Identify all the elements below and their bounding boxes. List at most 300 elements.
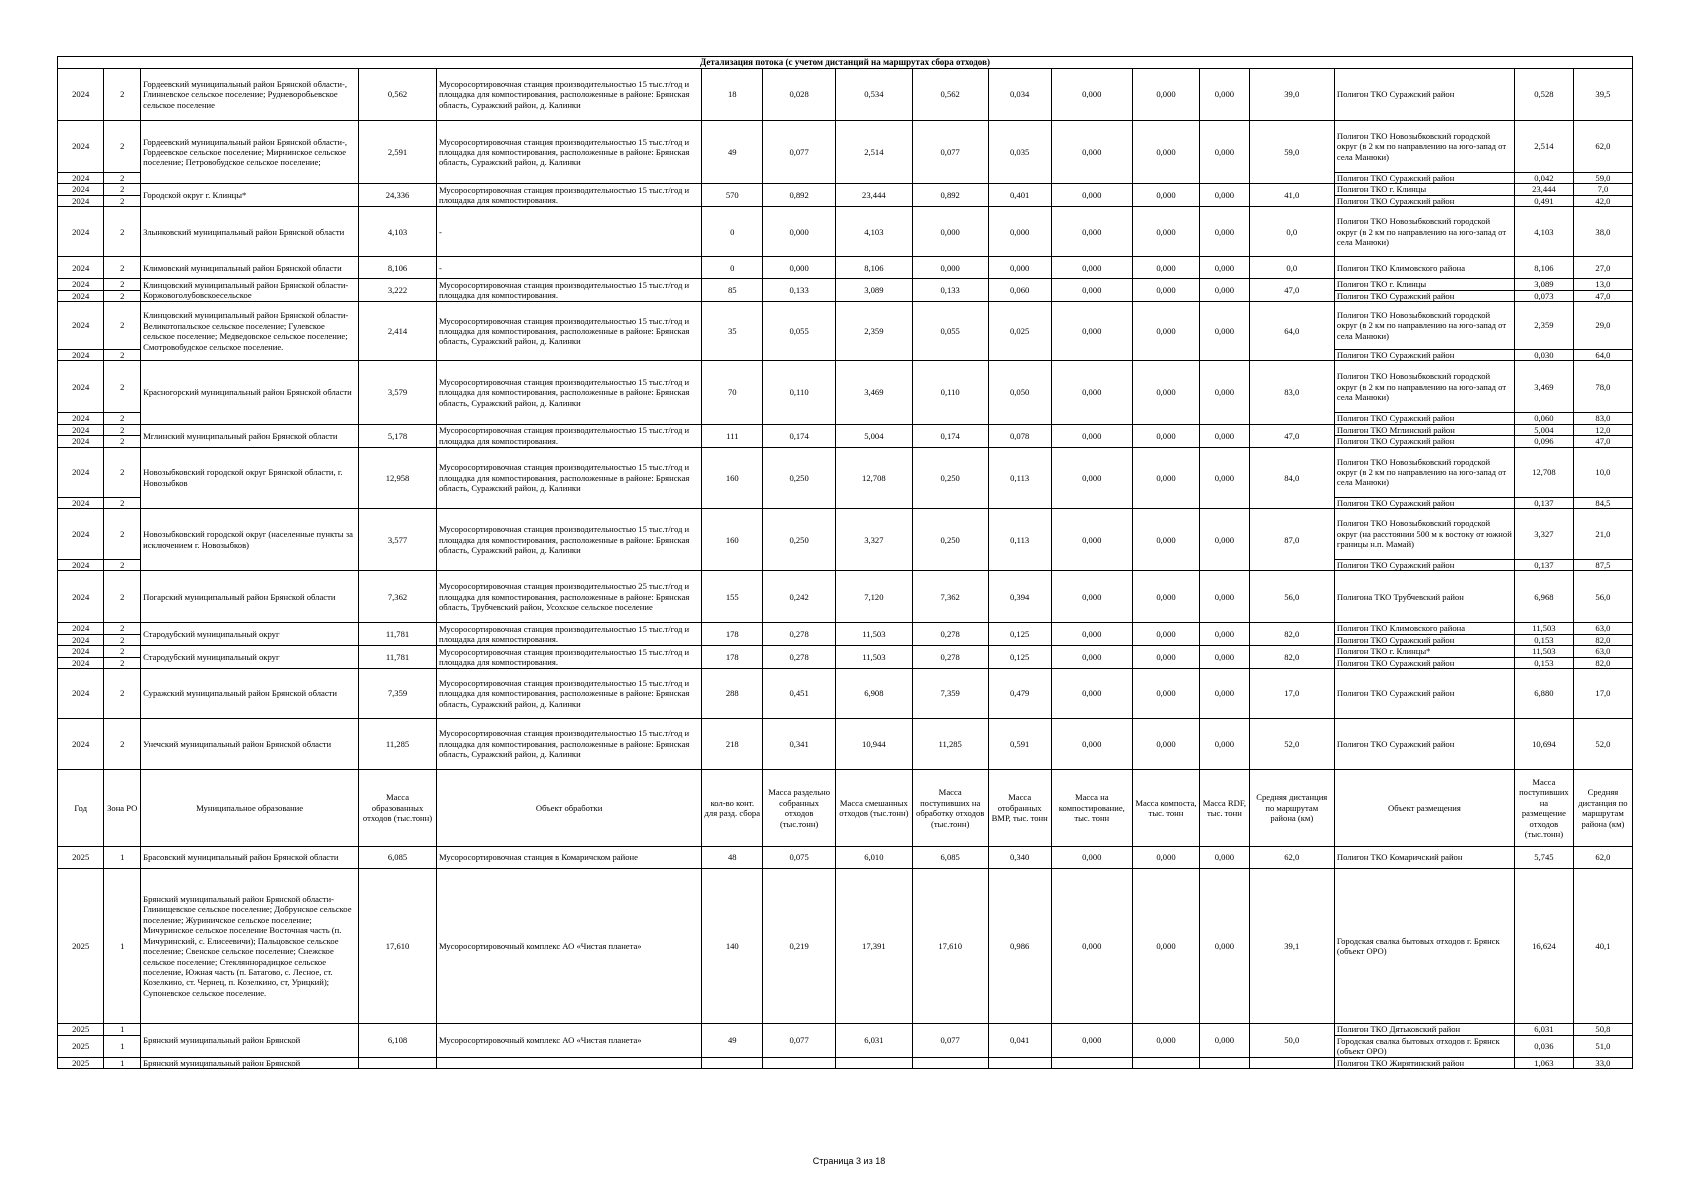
table-cell: Мусоросортировочный комплекс АО «Чистая планета» [436, 1024, 701, 1057]
table-cell: 2 [104, 121, 141, 173]
table-cell: 0,000 [1200, 361, 1249, 424]
table-cell [359, 1057, 437, 1068]
table-cell: 0,000 [1200, 447, 1249, 508]
table-cell: 2025 [58, 1057, 104, 1068]
table-cell: 7,362 [359, 571, 437, 623]
table-row [58, 121, 1633, 173]
table-cell [1132, 1057, 1199, 1068]
table-cell: 3,469 [835, 361, 912, 424]
table-cell: 1 [104, 1057, 141, 1068]
table-cell: 0,562 [359, 69, 437, 121]
table-row [58, 1057, 1633, 1068]
table-cell: Мусоросортировочная станция производительностью 15 тыс.т/год и площадка для компостирования, расположенные в районе: Брянская область, Суражский район, д. Калинки [436, 509, 701, 571]
table-cell: 0,000 [1132, 509, 1199, 571]
table-cell: 12,958 [359, 447, 437, 508]
table-cell: 2 [104, 657, 141, 668]
table-cell: 0,278 [763, 623, 836, 646]
table-cell: 2,591 [359, 121, 437, 184]
table-cell: 0,000 [1051, 302, 1132, 361]
table-cell: Мусоросортировочная станция производительностью 15 тыс.т/год и площадка для компостирования, расположенные в районе: Брянская область, Суражский район, д. Калинки [436, 361, 701, 424]
table-cell: Полигон ТКО Мглинский район [1334, 424, 1514, 435]
table-cell: 0,000 [1132, 869, 1199, 1024]
table-cell: 13,0 [1573, 279, 1632, 290]
table-cell: 2024 [58, 436, 104, 447]
table-cell: 0,401 [988, 184, 1051, 207]
table-cell [1249, 1057, 1334, 1068]
column-header: Масса поступивших на размещение отходов (тыс.тонн) [1514, 770, 1573, 847]
table-cell: Полигон ТКО Суражский район [1334, 350, 1514, 361]
table-cell: 0,0 [1249, 257, 1334, 279]
table-cell: 82,0 [1573, 634, 1632, 645]
table-cell: 70 [702, 361, 763, 424]
table-cell: 6,968 [1514, 571, 1573, 623]
table-cell: Полигон ТКО Новозыбковский городской округ (в 2 км по направлению на юго-запад от села Манюки) [1334, 207, 1514, 257]
table-cell: 0,000 [1051, 361, 1132, 424]
table-cell: 3,579 [359, 361, 437, 424]
table-cell: Городская свалка бытовых отходов г. Брянск (объект ОРО) [1334, 869, 1514, 1024]
table-cell: 0,000 [1051, 847, 1132, 869]
table-cell: 6,031 [1514, 1024, 1573, 1035]
table-cell: Клинцовский муниципальный район Брянской области-Коржовоголубовскоесельское [141, 279, 359, 302]
table-cell: 38,0 [1573, 207, 1632, 257]
table-cell: 17,0 [1573, 669, 1632, 719]
table-cell: 2 [104, 302, 141, 350]
table-cell: 0,892 [763, 184, 836, 207]
table-cell: Мусоросортировочная станция производительностью 15 тыс.т/год и площадка для компостирования. [436, 623, 701, 646]
table-cell: 155 [702, 571, 763, 623]
table-cell: 39,0 [1249, 69, 1334, 121]
table-cell: 50,8 [1573, 1024, 1632, 1035]
table-cell: 0,534 [835, 69, 912, 121]
table-cell: 2 [104, 207, 141, 257]
table-cell: 0,892 [912, 184, 988, 207]
table-cell: 63,0 [1573, 623, 1632, 634]
table-cell: 0,096 [1514, 436, 1573, 447]
table-cell: 16,624 [1514, 869, 1573, 1024]
table-cell: Полигон ТКО Суражский район [1334, 436, 1514, 447]
table-cell: 2025 [58, 1024, 104, 1035]
table-cell: 0,278 [912, 623, 988, 646]
report-sheet [57, 56, 1633, 1069]
table-cell: 2024 [58, 350, 104, 361]
table-cell: 0,000 [1051, 447, 1132, 508]
table-cell: Полигон ТКО Новозыбковский городской округ (в 2 км по направлению на юго-запад от села Манюки) [1334, 302, 1514, 350]
table-cell: 0,000 [1051, 207, 1132, 257]
table-cell: 0 [702, 207, 763, 257]
table-cell: 0,000 [1132, 121, 1199, 184]
table-cell: 5,745 [1514, 847, 1573, 869]
table-cell: 0,000 [1132, 302, 1199, 361]
table-cell: Стародубский муниципальный округ [141, 646, 359, 669]
table-cell: 59,0 [1249, 121, 1334, 184]
table-cell: 5,004 [1514, 424, 1573, 435]
table-cell: 2025 [58, 1035, 104, 1057]
table-cell: 0,000 [1051, 869, 1132, 1024]
table-cell: 47,0 [1573, 290, 1632, 301]
table-cell: 17,610 [912, 869, 988, 1024]
table-row [58, 424, 1633, 435]
table-cell: Полигон ТКО г. Клинцы [1334, 184, 1514, 195]
table-cell: 0,986 [988, 869, 1051, 1024]
table-cell: 2 [104, 350, 141, 361]
table-cell: 0,077 [912, 121, 988, 184]
table-cell: 0,000 [1200, 623, 1249, 646]
table-cell: 84,5 [1573, 497, 1632, 508]
table-cell: 0,060 [1514, 413, 1573, 424]
table-cell: 0,078 [988, 424, 1051, 447]
table-cell: 17,610 [359, 869, 437, 1024]
table-cell: 2 [104, 447, 141, 497]
table-cell: 27,0 [1573, 257, 1632, 279]
table-cell: Брянский муниципальный район Брянской [141, 1024, 359, 1057]
table-row [58, 719, 1633, 770]
table-cell: 2024 [58, 634, 104, 645]
table-cell: 0,077 [763, 1024, 836, 1057]
table-cell: 0,153 [1514, 657, 1573, 668]
column-header: Масса поступивших на обработку отходов (тыс.тонн) [912, 770, 988, 847]
table-cell: 0,050 [988, 361, 1051, 424]
table-cell: 0 [702, 257, 763, 279]
table-cell: 0,034 [988, 69, 1051, 121]
table-cell [988, 1057, 1051, 1068]
table-cell: Полигон ТКО Суражский район [1334, 634, 1514, 645]
table-cell: 0,000 [988, 207, 1051, 257]
table-row [58, 361, 1633, 413]
column-header-row [58, 770, 1633, 847]
table-cell: Полигон ТКО Суражский район [1334, 69, 1514, 121]
table-cell: 2024 [58, 447, 104, 497]
table-cell: 6,908 [835, 669, 912, 719]
table-cell: Мусоросортировочная станция производительностью 15 тыс.т/год и площадка для компостирования. [436, 424, 701, 447]
table-cell: 12,0 [1573, 424, 1632, 435]
table-cell: 2,359 [835, 302, 912, 361]
table-cell: 56,0 [1249, 571, 1334, 623]
waste-flow-table [57, 56, 1633, 1069]
table-cell: 0,060 [988, 279, 1051, 302]
table-cell: 17,391 [835, 869, 912, 1024]
table-cell: 0,000 [912, 207, 988, 257]
table-cell: 0,000 [1132, 424, 1199, 447]
table-cell: 0,000 [988, 257, 1051, 279]
table-cell: 0,000 [1051, 669, 1132, 719]
table-cell: 0,000 [1051, 646, 1132, 669]
table-cell: 2 [104, 646, 141, 657]
table-cell: 0,479 [988, 669, 1051, 719]
table-cell: 87,0 [1249, 509, 1334, 571]
table-cell: Унечский муниципальный район Брянской области [141, 719, 359, 770]
table-cell: 0,000 [1132, 1024, 1199, 1057]
table-cell: Мусоросортировочная станция производительностью 15 тыс.т/год и площадка для компостирования, расположенные в районе: Брянская область, Суражский район, д. Калинки [436, 69, 701, 121]
table-cell: 0,000 [1051, 279, 1132, 302]
table-cell: 64,0 [1249, 302, 1334, 361]
table-cell: 0,000 [763, 257, 836, 279]
table-row [58, 184, 1633, 195]
table-cell: 2 [104, 279, 141, 290]
table-cell: Брянский муниципальный район Брянской области- Глинищевское сельское поселение; Добрунское сельское поселение; Журиничское сельское поселение; Мичуринское сельское поселение Восточная часть (п. Мичуринский, с. Елисеевичи); Пальцовское сельское поселение; Свенское сельское поселение; Снежское сельское поселение; Стекляннорадицкое сельское поселение, Южная часть (п. Батагово, с. Лесное, ст. Козелкино, ст. Чернец, п. Козелкино, ст, Урицкий); Супоневское сельское поселение. [141, 869, 359, 1024]
table-cell: 29,0 [1573, 302, 1632, 350]
table-cell: 2 [104, 290, 141, 301]
table-cell: 2 [104, 571, 141, 623]
table-cell: 47,0 [1249, 279, 1334, 302]
table-cell: 6,085 [912, 847, 988, 869]
table-cell: 0,000 [1200, 847, 1249, 869]
table-cell: 62,0 [1573, 121, 1632, 173]
table-cell: 2024 [58, 279, 104, 290]
table-cell: - [436, 257, 701, 279]
table-cell: 11,285 [359, 719, 437, 770]
table-cell: 2025 [58, 847, 104, 869]
table-cell: Городской округ г. Клинцы* [141, 184, 359, 207]
table-cell: Клинцовский муниципальный район Брянской области- Великотопальское сельское поселение; Гулевское сельское поселение; Медведовское сельское поселение; Смотровобудское сельское поселение. [141, 302, 359, 361]
table-cell: Мусоросортировочная станция производительностью 15 тыс.т/год и площадка для компостирования, расположенные в районе: Брянская область, Суражский район, д. Калинки [436, 121, 701, 184]
table-row [58, 447, 1633, 497]
table-cell: 6,031 [835, 1024, 912, 1057]
table-cell: 288 [702, 669, 763, 719]
table-cell: 2 [104, 436, 141, 447]
table-cell: 2 [104, 560, 141, 571]
table-cell: 2024 [58, 560, 104, 571]
table-cell: 2024 [58, 509, 104, 560]
table-cell: 62,0 [1573, 847, 1632, 869]
table-cell: 0,000 [1132, 847, 1199, 869]
table-cell: 6,108 [359, 1024, 437, 1057]
table-cell: 0,000 [1200, 279, 1249, 302]
table-cell: 0,000 [1132, 257, 1199, 279]
table-cell: 0,000 [1200, 509, 1249, 571]
column-header: Масса смешанных отходов (тыс.тонн) [835, 770, 912, 847]
table-cell: Полигон ТКО Суражский район [1334, 560, 1514, 571]
table-cell: 0,340 [988, 847, 1051, 869]
table-cell: 0,137 [1514, 560, 1573, 571]
table-cell: 7,120 [835, 571, 912, 623]
table-cell: 0,250 [763, 509, 836, 571]
table-cell: 0,000 [1051, 1024, 1132, 1057]
table-cell: Новозыбковский городской округ Брянской области, г. Новозыбков [141, 447, 359, 508]
table-cell: Полигон ТКО Новозыбковский городской округ (в 2 км по направлению на юго-запад от села Манюки) [1334, 447, 1514, 497]
table-cell: 160 [702, 447, 763, 508]
table-cell: Полигон ТКО Комаричский район [1334, 847, 1514, 869]
column-header: Масса на компостирование, тыс. тонн [1051, 770, 1132, 847]
table-cell: 2024 [58, 195, 104, 206]
table-cell: 570 [702, 184, 763, 207]
table-cell: 0,000 [1200, 207, 1249, 257]
table-cell: Мусоросортировочная станция производительностью 15 тыс.т/год и площадка для компостирования. [436, 279, 701, 302]
table-cell: 42,0 [1573, 195, 1632, 206]
table-cell: 0,113 [988, 509, 1051, 571]
table-cell: 0,000 [1200, 646, 1249, 669]
table-cell [436, 1057, 701, 1068]
table-cell: 0,000 [1132, 207, 1199, 257]
table-cell: 0,000 [1132, 69, 1199, 121]
table-cell: 0,000 [1200, 69, 1249, 121]
table-cell: 12,708 [1514, 447, 1573, 497]
table-cell: Полигон ТКО Климовского района [1334, 623, 1514, 634]
table-cell: 2 [104, 361, 141, 413]
column-header: Средняя дистанция по маршрутам района (км) [1249, 770, 1334, 847]
table-cell: 2,414 [359, 302, 437, 361]
table-cell: 6,880 [1514, 669, 1573, 719]
table-cell: 2024 [58, 361, 104, 413]
table-cell: Брасовский муниципальный район Брянской области [141, 847, 359, 869]
table-cell: 2024 [58, 413, 104, 424]
table-cell: 0,025 [988, 302, 1051, 361]
table-cell: 63,0 [1573, 646, 1632, 657]
table-cell: 0,041 [988, 1024, 1051, 1057]
table-cell: Погарский муниципальный район Брянской области [141, 571, 359, 623]
table-cell: 3,577 [359, 509, 437, 571]
table-cell: 0,000 [1051, 184, 1132, 207]
table-cell: 6,085 [359, 847, 437, 869]
table-cell: Климовский муниципальный район Брянской области [141, 257, 359, 279]
table-cell: 0,491 [1514, 195, 1573, 206]
table-cell: 52,0 [1249, 719, 1334, 770]
table-cell: 0,000 [1051, 424, 1132, 447]
table-cell: 0,562 [912, 69, 988, 121]
table-cell: 0,055 [763, 302, 836, 361]
table-cell: 0,113 [988, 447, 1051, 508]
table-title: Детализация потока (с учетом дистанций на маршрутах сбора отходов) [58, 57, 1633, 69]
column-header: кол-во конт. для разд. сбора [702, 770, 763, 847]
table-cell [1051, 1057, 1132, 1068]
table-cell: 0,000 [1132, 646, 1199, 669]
table-cell: 0,030 [1514, 350, 1573, 361]
table-cell: 160 [702, 509, 763, 571]
table-cell: 0,055 [912, 302, 988, 361]
table-cell: 0,242 [763, 571, 836, 623]
table-cell: 0,0 [1249, 207, 1334, 257]
table-cell: 0,394 [988, 571, 1051, 623]
table-cell: 0,075 [763, 847, 836, 869]
table-cell: 3,089 [835, 279, 912, 302]
table-cell: 8,106 [1514, 257, 1573, 279]
table-cell: 39,5 [1573, 69, 1632, 121]
table-cell: 0,153 [1514, 634, 1573, 645]
table-cell: 85 [702, 279, 763, 302]
table-cell: 4,103 [835, 207, 912, 257]
column-header: Зона РО [104, 770, 141, 847]
table-cell: Полигон ТКО Суражский район [1334, 497, 1514, 508]
table-cell: 62,0 [1249, 847, 1334, 869]
table-cell: 56,0 [1573, 571, 1632, 623]
table-cell: 78,0 [1573, 361, 1632, 413]
table-cell: 23,444 [1514, 184, 1573, 195]
table-cell: 82,0 [1249, 623, 1334, 646]
table-cell: 0,000 [1132, 571, 1199, 623]
table-cell: 24,336 [359, 184, 437, 207]
table-cell: Суражский муниципальный район Брянской области [141, 669, 359, 719]
table-cell: 33,0 [1573, 1057, 1632, 1068]
table-cell: 2025 [58, 869, 104, 1024]
table-cell: 2 [104, 424, 141, 435]
table-cell: - [436, 207, 701, 257]
table-cell: 2024 [58, 69, 104, 121]
table-cell: 0,278 [763, 646, 836, 669]
table-cell: 0,125 [988, 646, 1051, 669]
table-cell: 3,327 [835, 509, 912, 571]
page-number: Страница 3 из 18 [812, 1156, 886, 1166]
table-cell: 7,359 [359, 669, 437, 719]
table-cell: 2 [104, 69, 141, 121]
table-cell: 11,781 [359, 623, 437, 646]
table-cell: 0,000 [763, 207, 836, 257]
table-cell: 21,0 [1573, 509, 1632, 560]
table-cell: 2 [104, 173, 141, 184]
table-row [58, 279, 1633, 290]
table-cell: 11,503 [1514, 623, 1573, 634]
table-row [58, 571, 1633, 623]
column-header: Средняя дистанция по маршрутам района (км) [1573, 770, 1632, 847]
table-cell: 0,000 [1132, 184, 1199, 207]
table-cell: 0,125 [988, 623, 1051, 646]
table-cell: 87,5 [1573, 560, 1632, 571]
table-cell: 0,000 [1051, 257, 1132, 279]
table-cell [763, 1057, 836, 1068]
table-cell: 0,133 [763, 279, 836, 302]
table-cell: 0,000 [1200, 302, 1249, 361]
table-cell: 17,0 [1249, 669, 1334, 719]
table-cell: 64,0 [1573, 350, 1632, 361]
table-cell: 0,110 [763, 361, 836, 424]
table-cell: 0,174 [912, 424, 988, 447]
table-row [58, 509, 1633, 560]
table-cell: 0,077 [763, 121, 836, 184]
table-cell: Мусоросортировочная станция производительностью 15 тыс.т/год и площадка для компостирования. [436, 646, 701, 669]
table-cell: 0,000 [1200, 257, 1249, 279]
table-cell: 0,174 [763, 424, 836, 447]
column-header: Масса RDF, тыс. тонн [1200, 770, 1249, 847]
table-cell: 18 [702, 69, 763, 121]
table-cell: 0,000 [1132, 669, 1199, 719]
table-cell: Мусоросортировочная станция производительностью 25 тыс.т/год и площадка для компостирования, расположенные в районе: Брянская область, Трубчевский район, Усохское сельское поселение [436, 571, 701, 623]
table-cell: Мусоросортировочный комплекс АО «Чистая планета» [436, 869, 701, 1024]
table-cell: Полигон ТКО Суражский район [1334, 413, 1514, 424]
table-cell: 47,0 [1249, 424, 1334, 447]
table-cell: Полигон ТКО Новозыбковский городской округ (в 2 км по направлению на юго-запад от села Манюки) [1334, 361, 1514, 413]
table-cell: 0,000 [1051, 623, 1132, 646]
table-cell: 2024 [58, 257, 104, 279]
table-cell: 2 [104, 195, 141, 206]
table-cell: 48 [702, 847, 763, 869]
table-cell: 11,503 [1514, 646, 1573, 657]
table-cell: 11,503 [835, 623, 912, 646]
table-cell: 0,000 [1051, 69, 1132, 121]
table-cell: 2,514 [835, 121, 912, 184]
table-cell: 5,178 [359, 424, 437, 447]
table-cell: Полигон ТКО Суражский район [1334, 657, 1514, 668]
table-cell: Гордеевский муниципальный район Брянской области-, Глинневское сельское поселение; Рудневоробьевское сельское поселение [141, 69, 359, 121]
table-cell: 11,781 [359, 646, 437, 669]
table-cell: 1 [104, 1035, 141, 1057]
table-row [58, 623, 1633, 634]
table-cell: Городская свалка бытовых отходов г. Брянск (объект ОРО) [1334, 1035, 1514, 1057]
table-cell: 0,000 [1132, 447, 1199, 508]
table-cell: 4,103 [359, 207, 437, 257]
table-cell: 2024 [58, 173, 104, 184]
table-cell [835, 1057, 912, 1068]
table-cell: 82,0 [1249, 646, 1334, 669]
table-cell: 0,000 [1132, 719, 1199, 770]
table-cell: 2024 [58, 571, 104, 623]
table-cell: 10,694 [1514, 719, 1573, 770]
table-cell: 0,110 [912, 361, 988, 424]
table-cell: 0,000 [912, 257, 988, 279]
table-cell: Полигон ТКО Суражский район [1334, 719, 1514, 770]
table-cell: 11,503 [835, 646, 912, 669]
table-cell: 0,073 [1514, 290, 1573, 301]
table-cell: Полигон ТКО Суражский район [1334, 173, 1514, 184]
table-cell: 3,469 [1514, 361, 1573, 413]
column-header: Масса отобранных ВМР, тыс. тонн [988, 770, 1051, 847]
